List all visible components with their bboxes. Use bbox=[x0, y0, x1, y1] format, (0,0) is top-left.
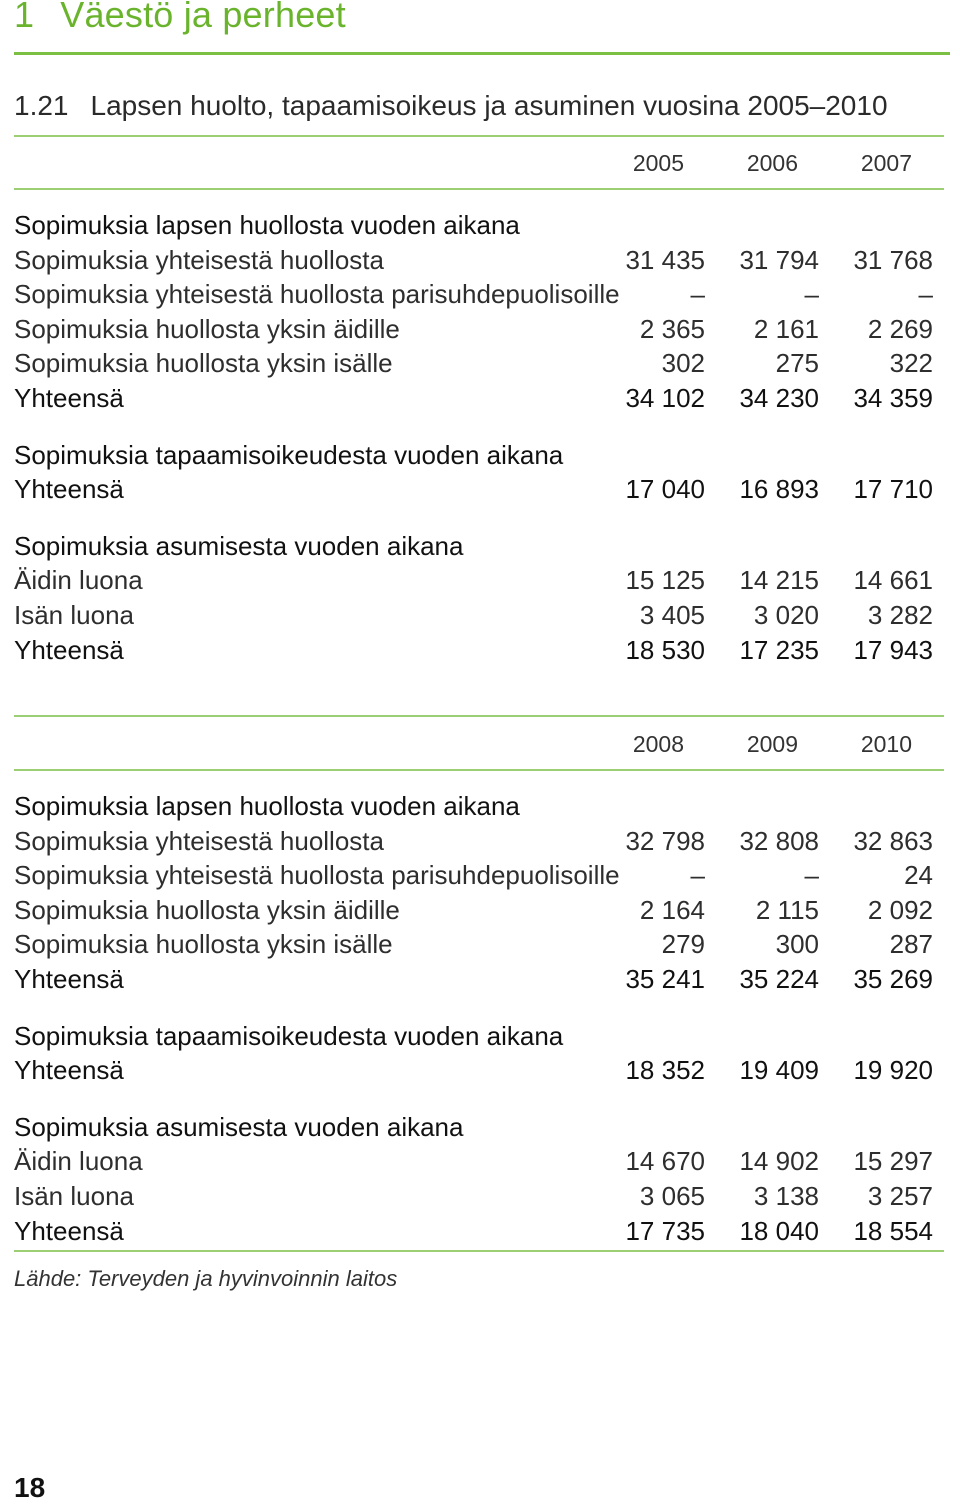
section-heading-row bbox=[14, 438, 944, 472]
table-row bbox=[14, 312, 944, 346]
row-label: Sopimuksia huollosta yksin äidille bbox=[14, 313, 400, 344]
chapter-number: 1 bbox=[14, 0, 35, 35]
cell-value: 322 bbox=[889, 348, 933, 379]
cell-value: 17 735 bbox=[625, 1215, 705, 1246]
cell-value: 3 405 bbox=[639, 600, 705, 630]
year-header: 2010 bbox=[860, 731, 912, 757]
header-rule bbox=[14, 188, 944, 190]
cell-value: 35 241 bbox=[625, 964, 705, 994]
row-label: Isän luona bbox=[14, 600, 134, 630]
total-row bbox=[14, 1053, 944, 1087]
row-label: Sopimuksia huollosta yksin isälle bbox=[14, 348, 393, 379]
table-title-rule bbox=[14, 135, 944, 137]
cell-value: 2 164 bbox=[639, 894, 705, 925]
cell-value: – bbox=[690, 279, 705, 310]
year-header: 2007 bbox=[860, 150, 912, 176]
section-heading-row bbox=[14, 1019, 944, 1053]
table-row bbox=[14, 858, 944, 892]
block-separator-rule bbox=[14, 715, 944, 717]
cell-value: 31 435 bbox=[625, 244, 705, 275]
table-title bbox=[14, 90, 888, 122]
year-header: 2009 bbox=[746, 731, 798, 757]
row-label: Sopimuksia yhteisestä huollosta parisuhdepuolisoille bbox=[14, 860, 620, 891]
row-label: Isän luona bbox=[14, 1181, 134, 1211]
cell-value: 35 269 bbox=[853, 964, 933, 994]
row-label: Yhteensä bbox=[14, 1055, 124, 1086]
cell-value: 34 230 bbox=[739, 383, 819, 413]
cell-value: 18 530 bbox=[625, 634, 705, 665]
year-header: 2006 bbox=[746, 150, 798, 176]
cell-value: – bbox=[804, 279, 819, 310]
table-number: 1.21 bbox=[14, 90, 69, 121]
row-label: Sopimuksia yhteisestä huollosta parisuhdepuolisoille bbox=[14, 279, 620, 310]
cell-value: 2 161 bbox=[753, 313, 819, 344]
total-row bbox=[14, 472, 944, 506]
section-heading-row bbox=[14, 208, 944, 242]
cell-value: – bbox=[804, 860, 819, 891]
cell-value: 34 102 bbox=[625, 383, 705, 413]
total-row bbox=[14, 962, 944, 996]
cell-value: 302 bbox=[661, 348, 705, 379]
cell-value: 24 bbox=[904, 860, 933, 891]
cell-value: 18 554 bbox=[853, 1215, 933, 1246]
row-label: Sopimuksia tapaamisoikeudesta vuoden aikana bbox=[14, 439, 564, 470]
chapter-title: Väestö ja perheet bbox=[60, 0, 346, 35]
cell-value: 34 359 bbox=[853, 383, 933, 413]
cell-value: 15 297 bbox=[853, 1146, 933, 1177]
row-label: Sopimuksia huollosta yksin isälle bbox=[14, 929, 393, 960]
cell-value: – bbox=[918, 279, 933, 310]
table-row bbox=[14, 277, 944, 311]
cell-value: 14 670 bbox=[625, 1146, 705, 1177]
page-number: 18 bbox=[14, 1472, 46, 1503]
cell-value: 3 138 bbox=[753, 1181, 819, 1211]
row-label: Yhteensä bbox=[14, 964, 124, 994]
cell-value: 31 768 bbox=[853, 244, 933, 275]
cell-value: 2 365 bbox=[639, 313, 705, 344]
year-header: 2008 bbox=[632, 731, 684, 757]
section-heading-row bbox=[14, 789, 944, 823]
cell-value: 3 257 bbox=[867, 1181, 933, 1211]
cell-value: 14 661 bbox=[853, 565, 933, 596]
cell-value: 17 235 bbox=[739, 634, 819, 665]
cell-value: 32 808 bbox=[739, 825, 819, 856]
table-title-text: Lapsen huolto, tapaamisoikeus ja asuminen vuosina 2005–2010 bbox=[90, 90, 888, 121]
cell-value: 32 798 bbox=[625, 825, 705, 856]
cell-value: 14 215 bbox=[739, 565, 819, 596]
chapter-heading bbox=[14, 0, 346, 36]
cell-value: 275 bbox=[775, 348, 819, 379]
table-row bbox=[14, 893, 944, 927]
cell-value: 17 040 bbox=[625, 474, 705, 505]
row-label: Sopimuksia tapaamisoikeudesta vuoden aikana bbox=[14, 1020, 564, 1051]
row-label: Sopimuksia asumisesta vuoden aikana bbox=[14, 530, 464, 561]
year-header: 2005 bbox=[632, 150, 684, 176]
row-label: Yhteensä bbox=[14, 383, 124, 413]
cell-value: 31 794 bbox=[739, 244, 819, 275]
total-row bbox=[14, 381, 944, 415]
row-label: Sopimuksia huollosta yksin äidille bbox=[14, 894, 400, 925]
table-row bbox=[14, 927, 944, 961]
row-label: Sopimuksia asumisesta vuoden aikana bbox=[14, 1111, 464, 1142]
row-label: Sopimuksia lapsen huollosta vuoden aikana bbox=[14, 791, 520, 821]
cell-value: 18 040 bbox=[739, 1215, 819, 1246]
table-row bbox=[14, 346, 944, 380]
section-heading-row bbox=[14, 529, 944, 563]
total-row bbox=[14, 633, 944, 667]
table-bottom-rule bbox=[14, 1250, 944, 1252]
cell-value: 16 893 bbox=[739, 474, 819, 505]
cell-value: 287 bbox=[889, 929, 933, 960]
table-row bbox=[14, 1144, 944, 1178]
chapter-rule bbox=[14, 52, 950, 55]
cell-value: 3 282 bbox=[867, 600, 933, 630]
cell-value: 35 224 bbox=[739, 964, 819, 994]
cell-value: 2 115 bbox=[755, 894, 819, 925]
cell-value: 279 bbox=[661, 929, 705, 960]
cell-value: 17 943 bbox=[853, 634, 933, 665]
row-label: Yhteensä bbox=[14, 474, 124, 505]
row-label: Äidin luona bbox=[14, 1146, 143, 1177]
table-row bbox=[14, 1179, 944, 1213]
row-label: Sopimuksia yhteisestä huollosta bbox=[14, 244, 384, 275]
cell-value: 19 920 bbox=[853, 1055, 933, 1086]
cell-value: 19 409 bbox=[739, 1055, 819, 1086]
cell-value: 3 020 bbox=[753, 600, 819, 630]
table-row bbox=[14, 824, 944, 858]
row-label: Sopimuksia lapsen huollosta vuoden aikana bbox=[14, 210, 520, 240]
cell-value: 2 092 bbox=[867, 894, 933, 925]
row-label: Äidin luona bbox=[14, 565, 143, 596]
total-row bbox=[14, 1214, 944, 1248]
source-note: Lähde: Terveyden ja hyvinvoinnin laitos bbox=[14, 1266, 398, 1291]
section-heading-row bbox=[14, 1110, 944, 1144]
row-label: Sopimuksia yhteisestä huollosta bbox=[14, 825, 384, 856]
cell-value: – bbox=[690, 860, 705, 891]
row-label: Yhteensä bbox=[14, 634, 124, 665]
cell-value: 3 065 bbox=[639, 1181, 705, 1211]
cell-value: 17 710 bbox=[853, 474, 933, 505]
cell-value: 14 902 bbox=[739, 1146, 819, 1177]
cell-value: 18 352 bbox=[625, 1055, 705, 1086]
header-rule bbox=[14, 769, 944, 771]
cell-value: 2 269 bbox=[867, 313, 933, 344]
table-row bbox=[14, 243, 944, 277]
cell-value: 15 125 bbox=[625, 565, 705, 596]
table-row bbox=[14, 563, 944, 597]
table-row bbox=[14, 598, 944, 632]
cell-value: 300 bbox=[775, 929, 819, 960]
row-label: Yhteensä bbox=[14, 1215, 124, 1246]
cell-value: 32 863 bbox=[853, 825, 933, 856]
